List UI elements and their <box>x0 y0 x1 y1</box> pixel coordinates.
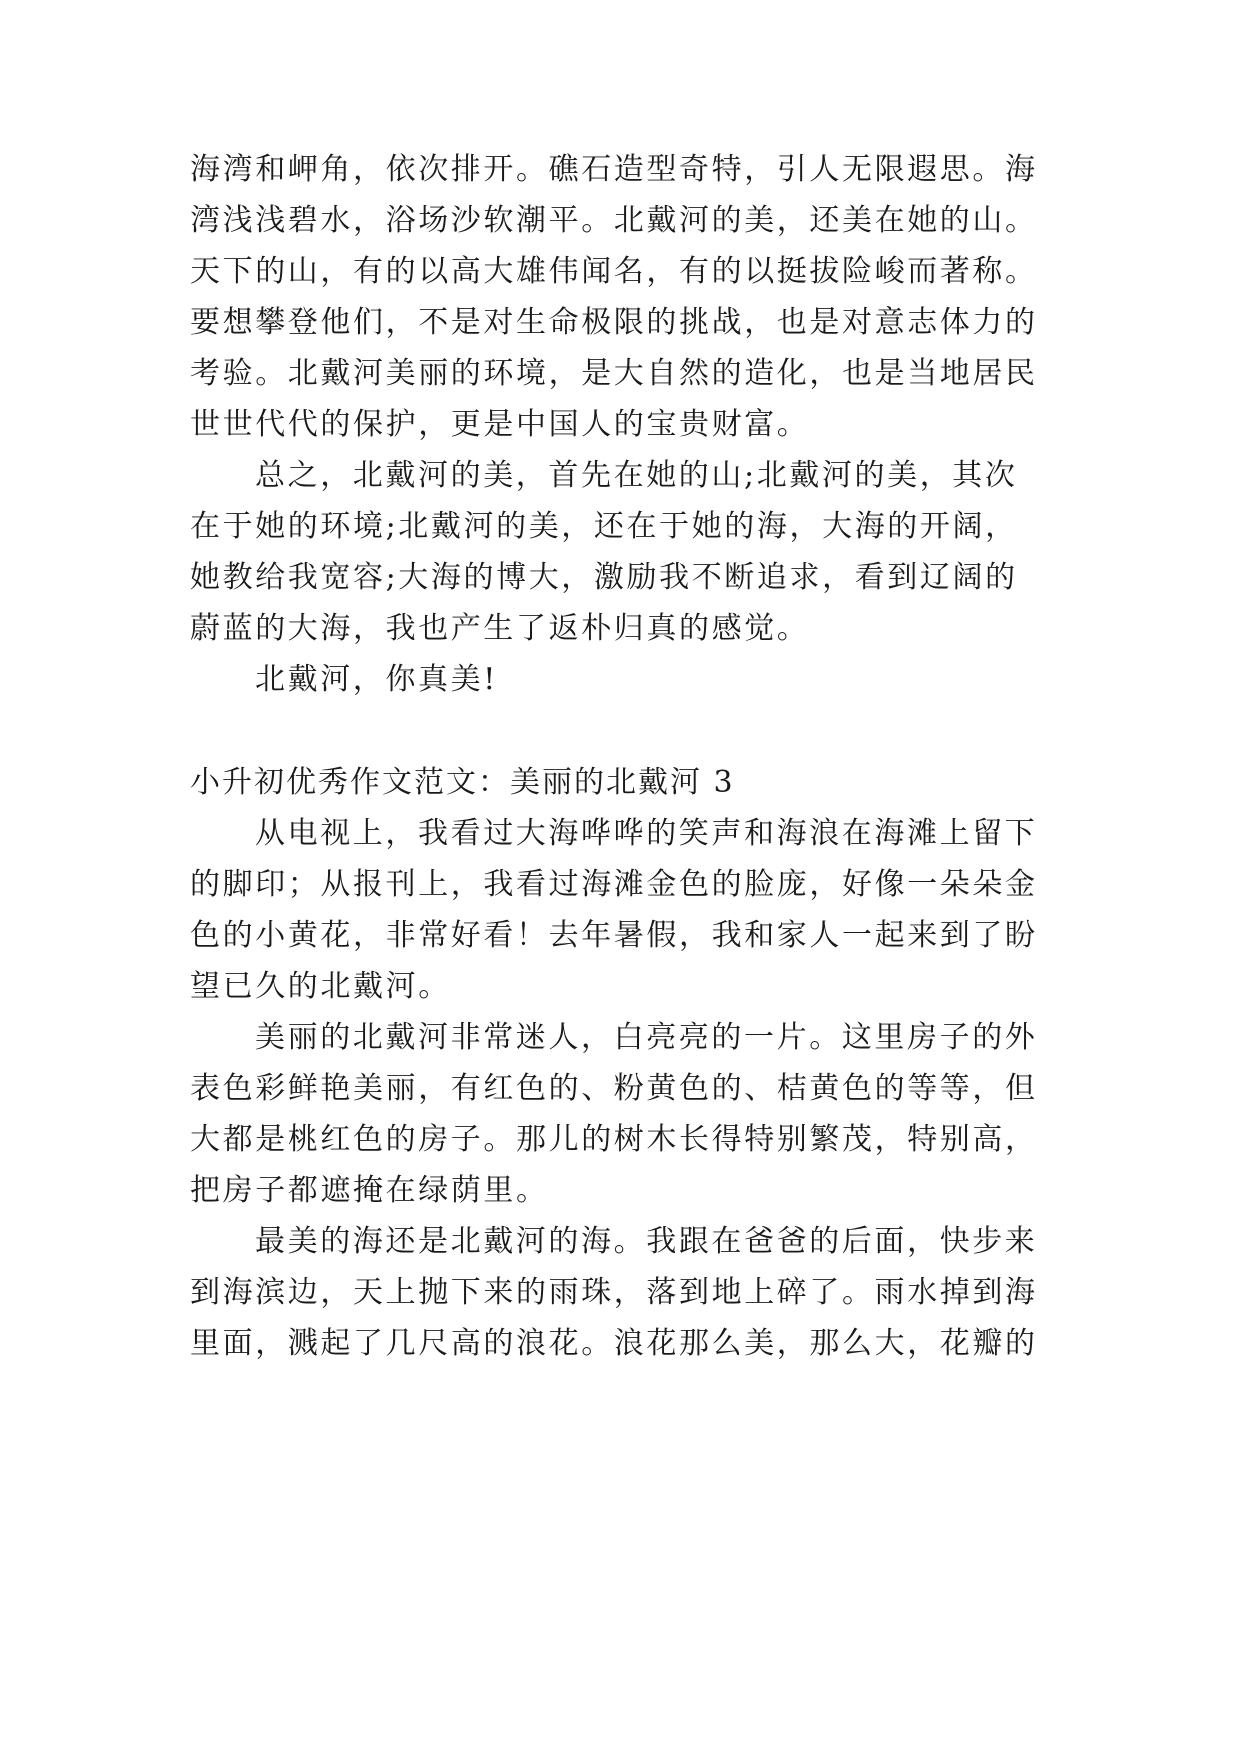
text-line: 蔚蓝的大海，我也产生了返朴归真的感觉。 <box>190 611 810 646</box>
text-line: 北戴河，你真美! <box>255 662 498 697</box>
text-line: 天下的山，有的以高大雄伟闻名，有的以挺拔险峻而著称。 <box>190 254 1038 289</box>
text-line: 世世代代的保护，更是中国人的宝贵财富。 <box>190 407 810 442</box>
text-line: 色的小黄花，非常好看！去年暑假，我和家人一起来到了盼 <box>190 918 1038 953</box>
text-line: 最美的海还是北戴河的海。我跟在爸爸的后面，快步来 <box>255 1224 1038 1259</box>
text-line: 要想攀登他们，不是对生命极限的挑战，也是对意志体力的 <box>190 305 1038 340</box>
text-line: 大都是桃红色的房子。那儿的树木长得特别繁茂，特别高， <box>190 1122 1038 1157</box>
text-line: 美丽的北戴河非常迷人，白亮亮的一片。这里房子的外 <box>255 1020 1038 1055</box>
text-line: 望已久的北戴河。 <box>190 969 451 1004</box>
text-line: 从电视上，我看过大海哗哗的笑声和海浪在海滩上留下 <box>255 816 1038 851</box>
text-line: 考验。北戴河美丽的环境，是大自然的造化，也是当地居民 <box>190 356 1038 391</box>
text-line: 把房子都遮掩在绿荫里。 <box>190 1173 549 1208</box>
text-line: 的脚印；从报刊上，我看过海滩金色的脸庞，好像一朵朵金 <box>190 867 1038 902</box>
text-line: 里面，溅起了几尺高的浪花。浪花那么美，那么大，花瓣的 <box>190 1326 1038 1361</box>
text-line: 在于她的环境;北戴河的美，还在于她的海，大海的开阔， <box>190 509 1018 544</box>
text-line: 湾浅浅碧水，浴场沙软潮平。北戴河的美，还美在她的山。 <box>190 203 1038 238</box>
text-line: 海湾和岬角，依次排开。礁石造型奇特，引人无限遐思。海 <box>190 152 1038 187</box>
text-line: 表色彩鲜艳美丽，有红色的、粉黄色的、桔黄色的等等，但 <box>190 1071 1038 1106</box>
text-line: 到海滨边，天上抛下来的雨珠，落到地上碎了。雨水掉到海 <box>190 1275 1038 1310</box>
text-line: 总之，北戴河的美，首先在她的山;北戴河的美，其次 <box>255 458 1018 493</box>
section-title: 小升初优秀作文范文：美丽的北戴河 3 <box>190 765 735 800</box>
text-line: 她教给我宽容;大海的博大，激励我不断追求，看到辽阔的 <box>190 560 1018 595</box>
